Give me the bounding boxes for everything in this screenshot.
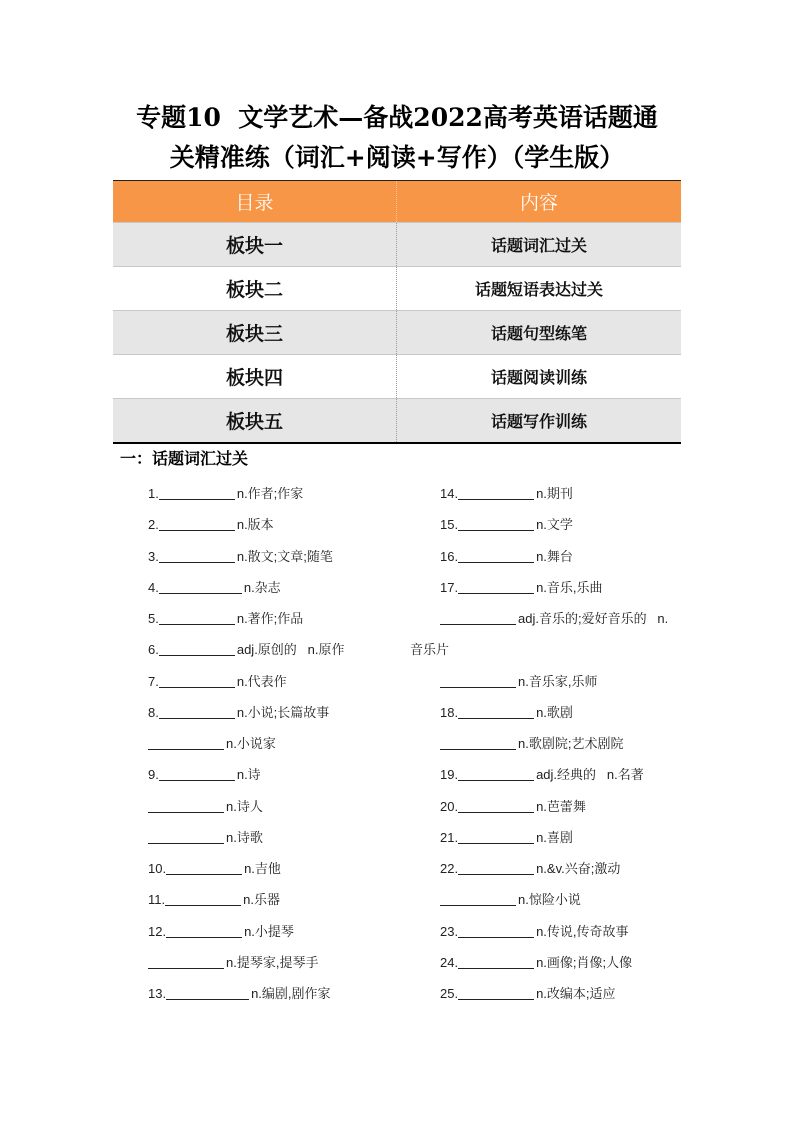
item-definition: 音乐片 xyxy=(410,642,450,658)
item-number: 9. xyxy=(148,767,159,783)
item-number: 17. xyxy=(440,579,459,595)
answer-blank xyxy=(458,956,534,969)
vocab-item xyxy=(148,853,344,884)
item-number: 10. xyxy=(148,861,167,876)
item-number: 6. xyxy=(148,642,159,658)
item-number: 16. xyxy=(440,548,459,564)
answer-blank xyxy=(458,831,534,844)
item-number: 13. xyxy=(148,986,167,1001)
item-number: 18. xyxy=(440,704,459,720)
item-definition: n.代表作 xyxy=(236,673,287,689)
answer-blank xyxy=(166,987,249,1000)
item-number: 3. xyxy=(148,548,159,564)
answer-blank xyxy=(458,581,534,594)
answer-blank xyxy=(440,737,516,750)
item-definition: n.&v.兴奋;激动 xyxy=(536,861,621,876)
vocab-item xyxy=(440,947,668,978)
answer-blank xyxy=(148,737,224,750)
item-number: 19. xyxy=(440,767,459,783)
vocab-item xyxy=(440,728,668,759)
answer-blank xyxy=(458,487,534,500)
toc-content: 话题句型练笔 xyxy=(396,311,681,354)
title-line-1: 专题10 文学艺术—备战2022高考英语话题通 xyxy=(136,103,658,132)
item-number: 2. xyxy=(148,517,159,533)
vocab-item xyxy=(148,478,344,509)
vocab-item xyxy=(148,822,344,853)
answer-blank xyxy=(440,893,516,906)
document-title xyxy=(0,98,794,178)
toc-section: 板块五 xyxy=(225,411,283,433)
vocab-item xyxy=(440,853,668,884)
vocab-item xyxy=(440,916,668,947)
vocab-item xyxy=(148,759,344,790)
answer-blank xyxy=(148,831,224,844)
item-definition: n.小说家 xyxy=(226,736,276,751)
answer-blank xyxy=(159,581,242,594)
answer-blank xyxy=(458,987,534,1000)
vocab-item xyxy=(440,603,668,634)
item-definition: n.著作;作品 xyxy=(236,611,304,626)
answer-blank xyxy=(148,956,224,969)
item-definition: n.编剧,剧作家 xyxy=(251,986,331,1001)
item-definition: n.版本 xyxy=(236,517,274,533)
vocab-item xyxy=(440,509,668,540)
vocab-item xyxy=(148,978,344,1009)
vocab-item-continuation xyxy=(410,634,638,665)
vocab-item xyxy=(148,884,344,915)
item-definition: n.文学 xyxy=(536,517,573,533)
item-definition: n.诗 xyxy=(236,767,261,783)
toc-row xyxy=(113,354,681,398)
item-definition: n.杂志 xyxy=(243,579,281,595)
toc-section: 板块一 xyxy=(225,235,283,257)
item-definition: n.改编本;适应 xyxy=(536,986,616,1001)
answer-blank xyxy=(440,612,516,625)
item-definition: n.期刊 xyxy=(536,486,573,501)
item-definition: adj.经典的 n.名著 xyxy=(536,767,644,783)
item-number: 12. xyxy=(148,923,167,939)
toc-header-catalog: 目录 xyxy=(235,192,274,214)
vocab-item xyxy=(440,978,668,1009)
item-number: 1. xyxy=(148,486,159,501)
item-definition: n.歌剧 xyxy=(536,704,573,720)
item-definition: n.乐器 xyxy=(243,892,280,908)
item-definition: n.小说;长篇故事 xyxy=(236,704,330,720)
item-definition: n.吉他 xyxy=(244,861,281,876)
vocab-item xyxy=(148,728,344,759)
item-definition: n.画像;肖像;人像 xyxy=(536,954,633,970)
item-definition: n.传说,传奇故事 xyxy=(536,923,629,939)
vocab-item xyxy=(440,541,668,572)
answer-blank xyxy=(159,675,235,688)
toc-section: 板块三 xyxy=(225,323,283,345)
toc-header-row xyxy=(113,181,681,222)
vocab-item xyxy=(148,603,344,634)
item-definition: n.芭蕾舞 xyxy=(536,798,586,814)
answer-blank xyxy=(458,550,534,563)
vocab-item xyxy=(148,947,344,978)
vocab-item xyxy=(148,791,344,822)
item-number: 20. xyxy=(440,798,459,814)
item-definition: adj.音乐的;爱好音乐的 n. xyxy=(518,611,669,626)
vocab-column-right xyxy=(410,478,669,1009)
item-definition: n.诗人 xyxy=(226,798,263,814)
answer-blank xyxy=(159,518,235,531)
item-number: 14. xyxy=(440,486,459,501)
answer-blank xyxy=(166,925,242,938)
item-definition: n.小提琴 xyxy=(244,923,294,939)
item-definition: n.歌剧院;艺术剧院 xyxy=(518,736,624,751)
item-number: 25. xyxy=(440,986,459,1001)
item-number: 5. xyxy=(148,611,159,626)
vocab-item xyxy=(148,697,344,728)
answer-blank xyxy=(458,706,534,719)
vocab-item xyxy=(440,478,668,509)
vocab-item xyxy=(440,666,668,697)
vocab-item xyxy=(148,634,344,665)
toc-content: 话题阅读训练 xyxy=(396,355,681,398)
toc-header-content: 内容 xyxy=(396,181,681,222)
item-definition: n.音乐家,乐师 xyxy=(518,673,598,689)
answer-blank xyxy=(440,675,516,688)
item-definition: n.诗歌 xyxy=(226,829,263,845)
answer-blank xyxy=(458,862,534,875)
toc-content: 话题写作训练 xyxy=(396,399,681,442)
answer-blank xyxy=(458,800,534,813)
vocab-item xyxy=(440,697,668,728)
item-definition: n.舞台 xyxy=(536,548,573,564)
toc-row xyxy=(113,310,681,354)
answer-blank xyxy=(159,706,235,719)
item-definition: n.提琴家,提琴手 xyxy=(226,954,319,970)
title-line-2: 关精准练（词汇+阅读+写作）（学生版） xyxy=(169,143,625,172)
vocab-item xyxy=(440,759,668,790)
vocab-column-left xyxy=(148,478,344,1009)
section-heading: 一：话题词汇过关 xyxy=(120,449,249,468)
answer-blank xyxy=(458,925,534,938)
vocab-item xyxy=(440,791,668,822)
vocab-item xyxy=(148,572,344,603)
toc-row xyxy=(113,398,681,442)
vocab-item xyxy=(440,572,668,603)
answer-blank xyxy=(166,862,242,875)
item-number: 7. xyxy=(148,673,159,689)
toc-section: 板块二 xyxy=(225,279,283,301)
vocab-item xyxy=(148,541,344,572)
answer-blank xyxy=(165,893,241,906)
vocab-item xyxy=(148,666,344,697)
vocab-item xyxy=(148,509,344,540)
item-number: 24. xyxy=(440,954,459,970)
item-definition: n.惊险小说 xyxy=(518,892,581,908)
answer-blank xyxy=(458,518,534,531)
toc-content: 话题短语表达过关 xyxy=(396,267,681,310)
toc-row xyxy=(113,266,681,310)
item-number: 8. xyxy=(148,704,159,720)
item-number: 11. xyxy=(148,892,166,908)
item-definition: n.喜剧 xyxy=(536,829,573,845)
answer-blank xyxy=(148,800,224,813)
item-number: 23. xyxy=(440,923,459,939)
answer-blank xyxy=(159,612,235,625)
answer-blank xyxy=(159,643,235,656)
item-number: 21. xyxy=(440,829,459,845)
answer-blank xyxy=(458,768,534,781)
item-definition: n.音乐,乐曲 xyxy=(536,579,603,595)
toc-content: 话题词汇过关 xyxy=(396,223,681,266)
item-number: 15. xyxy=(440,517,459,533)
answer-blank xyxy=(159,768,235,781)
answer-blank xyxy=(159,550,235,563)
toc-row xyxy=(113,222,681,266)
answer-blank xyxy=(159,487,235,500)
item-definition: n.散文;文章;随笔 xyxy=(236,548,333,564)
vocab-item xyxy=(440,822,668,853)
toc-section: 板块四 xyxy=(225,367,283,389)
item-number: 4. xyxy=(148,579,159,595)
item-definition: adj.原创的 n.原作 xyxy=(236,642,345,658)
vocab-item xyxy=(148,916,344,947)
vocab-item xyxy=(440,884,668,915)
item-definition: n.作者;作家 xyxy=(236,486,304,501)
item-number: 22. xyxy=(440,861,459,876)
table-of-contents xyxy=(113,180,681,444)
